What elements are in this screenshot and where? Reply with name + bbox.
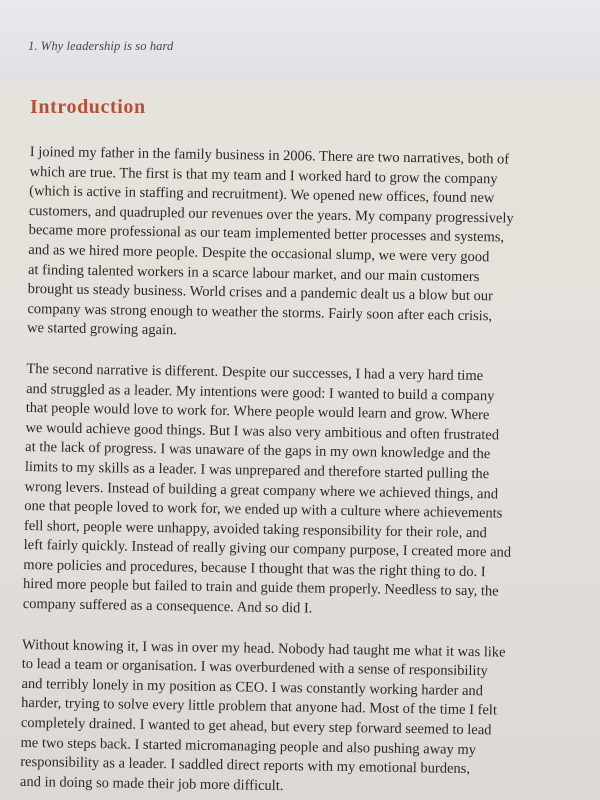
text-line: wrong levers. Instead of building a great company where we achieved things, and	[24, 478, 499, 502]
text-line: at the lack of progress. I was unaware of the gaps in my own knowledge and the	[25, 439, 491, 463]
text-line: customers, and quadrupled our revenues over the years. My company progressively	[28, 202, 514, 227]
running-head: 1. Why leadership is so hard	[28, 39, 174, 53]
section-title: Introduction	[30, 96, 146, 118]
text-line: (which is active in staffing and recruitment). We opened new offices, found new	[29, 183, 495, 207]
text-line: left fairly quickly. Instead of really giving our company purpose, I created more and	[23, 537, 512, 561]
text-line: harder, trying to solve every little problem that anyone had. Most of the time I felt	[21, 695, 498, 719]
text-line: which are true. The first is that my team and I worked hard to grow the company	[29, 163, 498, 187]
text-line: to lead a team or organisation. I was overburdened with a sense of responsibility	[21, 656, 488, 680]
text-line: I joined my father in the family business in 2006. There are two narratives, both of	[29, 143, 510, 168]
text-line: completely drained. I wanted to get ahead, but every step forward seemed to lead	[20, 714, 492, 739]
text-line: we started growing again.	[26, 320, 177, 339]
text-line: company was strong enough to weather the storms. Fairly soon after each crisis,	[27, 300, 493, 325]
text-line: company suffered as a consequence. And so did I.	[22, 596, 313, 617]
text-line: one that people loved to work for, we ended up with a culture where achievements	[24, 498, 503, 522]
text-line: hired more people but failed to train and guide them properly. Needless to say, the	[22, 576, 499, 600]
text-line: and as we hired more people. Despite the occasional slump, we were very good	[28, 241, 490, 266]
paragraph-1	[27, 143, 578, 348]
text-line: brought us steady business. World crises and a pandemic dealt us a blow but our	[27, 281, 494, 305]
text-line: and struggled as a leader. My intentions were good: I wanted to build a company	[26, 380, 495, 404]
text-line: became more professional as our team implemented better processes and systems,	[28, 222, 505, 246]
paragraph-3	[20, 636, 570, 800]
text-line: that people would love to work for. Where people would learn and grow. Where	[25, 400, 490, 424]
text-line: and in doing so made their job more difficult.	[19, 773, 284, 794]
text-line: responsibility as a leader. I saddled direct reports with my emotional burdens,	[20, 754, 471, 778]
text-line: at finding talented workers in a scarce labour market, and our main customers	[27, 261, 480, 285]
text-line: fell short, people were unhappy, avoided taking responsibility for their role, and	[23, 517, 487, 541]
body-text	[19, 143, 577, 800]
text-line: Without knowing it, I was in over my head. Nobody had taught me what it was like	[21, 636, 506, 661]
text-line: The second narrative is different. Despite our successes, I had a very hard time	[26, 360, 484, 385]
text-line: me two steps back. I started micromanaging people and also pushing away my	[20, 734, 477, 758]
paragraph-2	[23, 360, 575, 623]
text-line: and terribly lonely in my position as CEO. I was constantly working harder and	[21, 675, 484, 700]
text-line: more policies and procedures, because I thought that was the right thing to do. I	[23, 556, 486, 581]
text-line: we would achieve good things. But I was also very ambitious and often frustrated	[25, 419, 500, 444]
text-line: limits to my skills as a leader. I was unprepared and therefore started pulling the	[24, 458, 490, 483]
